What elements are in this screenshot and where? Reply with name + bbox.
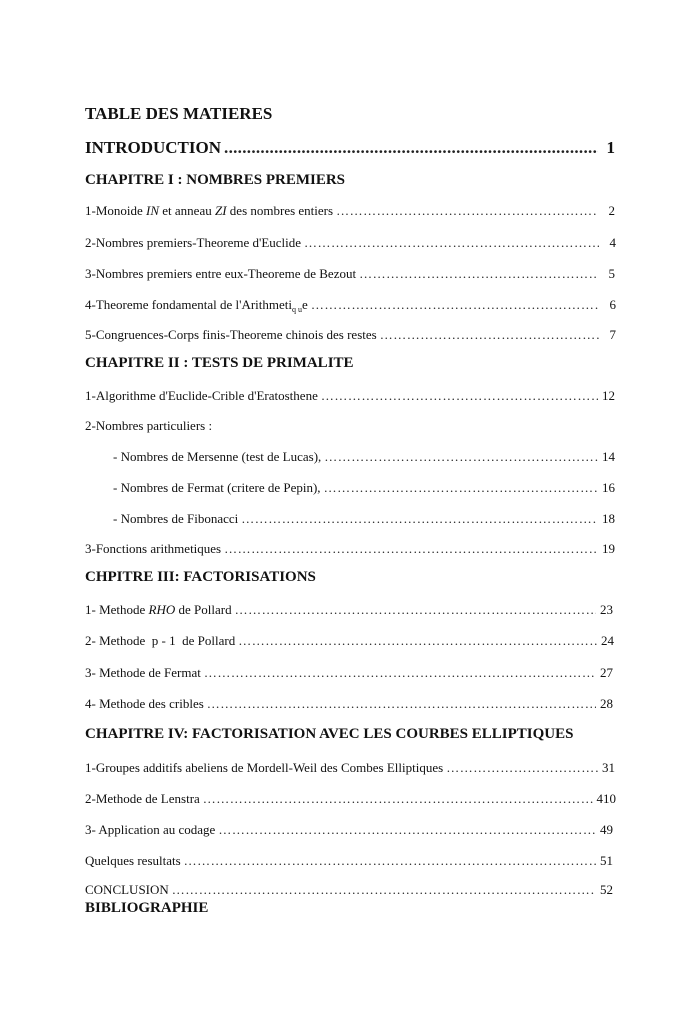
toc-page-number: 19 [602, 541, 615, 556]
dot-leader [204, 665, 596, 681]
dot-leader [184, 853, 596, 869]
toc-entry [85, 633, 614, 649]
toc-entry [85, 388, 615, 404]
toc-page-number: 7 [609, 327, 616, 342]
toc-entry [85, 791, 616, 807]
toc-entry-label: 1-Groupes additifs abeliens de Mordell-Weil des Combes Elliptiques [85, 760, 444, 775]
toc-entry-label: - Nombres de Mersenne (test de Lucas), [113, 449, 322, 464]
dot-leader [380, 327, 599, 343]
toc-entry [85, 541, 615, 557]
toc-entry [85, 327, 616, 343]
dot-leader [324, 449, 598, 465]
toc-entry-label: 2- Methode p - 1 de Pollard [85, 633, 236, 648]
dot-leader [224, 138, 598, 158]
toc-entry [113, 480, 615, 496]
toc-page-number: 14 [602, 449, 615, 464]
toc-entry-label: 2-Methode de Lenstra [85, 791, 200, 806]
toc-page-number: 27 [600, 665, 613, 680]
dot-leader [359, 266, 598, 282]
toc-page-number: 51 [600, 853, 613, 868]
toc-entry-label: INTRODUCTION [85, 138, 222, 157]
toc-entry [85, 665, 613, 681]
toc-page-number: 6 [609, 297, 616, 312]
toc-title: TABLE DES MATIERES [85, 104, 273, 123]
bibliography-heading: BIBLIOGRAPHIE [85, 900, 209, 916]
toc-entry-label: 4-Theoreme fondamental de l'Arithmeti$_{q u}$e [85, 297, 308, 314]
toc-entry [113, 511, 615, 527]
toc-entry-label: 1- Methode RHO de Pollard [85, 602, 232, 617]
toc-entry [85, 203, 615, 219]
dot-leader [446, 760, 598, 776]
dot-leader [238, 633, 597, 649]
toc-page-number: 31 [602, 760, 615, 775]
toc-entry [85, 602, 613, 618]
toc-page-number: 24 [601, 633, 614, 648]
toc-entry [85, 853, 613, 869]
dot-leader [241, 511, 598, 527]
dot-leader [321, 388, 598, 404]
toc-page-number: 28 [600, 696, 613, 711]
toc-entry-label: 1-Monoide IN et anneau ZI des nombres entiers [85, 203, 334, 218]
toc-page-number: 18 [602, 511, 615, 526]
toc-entry-label: 5-Congruences-Corps finis-Theoreme chinois des restes [85, 327, 377, 342]
toc-page-number: 12 [602, 388, 615, 403]
toc-entry [85, 235, 616, 251]
toc-entry-label: 3- Application au codage [85, 822, 216, 837]
toc-entry-label: - Nombres de Fermat (critere de Pepin), [113, 480, 321, 495]
dot-leader [235, 602, 596, 618]
toc-page-number: 52 [600, 882, 613, 897]
toc-page-number: 49 [600, 822, 613, 837]
toc-entry-label: 2-Nombres particuliers : [85, 418, 213, 433]
toc-entry [113, 449, 615, 465]
chapter-2-title: CHAPITRE II : TESTS DE PRIMALITE [85, 355, 354, 371]
toc-entry [85, 266, 615, 282]
toc-entry [85, 696, 613, 712]
dot-leader [203, 791, 594, 807]
toc-entry [85, 297, 616, 314]
toc-entry-label: 3- Methode de Fermat [85, 665, 201, 680]
dot-leader [336, 203, 598, 219]
toc-entry-label: 3-Nombres premiers entre eux-Theoreme de Bezout [85, 266, 357, 281]
toc-entry-label: 2-Nombres premiers-Theoreme d'Euclide [85, 235, 302, 250]
toc-page-number: 5 [608, 266, 615, 281]
toc-page-number: 1 [606, 138, 615, 157]
chapter-3-title: CHPITRE III: FACTORISATIONS [85, 569, 316, 585]
toc-page-number: 4 [609, 235, 616, 250]
chapter-1-title: CHAPITRE I : NOMBRES PREMIERS [85, 172, 346, 188]
toc-entry [85, 882, 613, 898]
toc-page-number: 2 [608, 203, 615, 218]
toc-entry-label: Quelques resultats [85, 853, 181, 868]
toc-entry [85, 760, 615, 776]
toc-page-number: 16 [602, 480, 615, 495]
dot-leader [324, 480, 598, 496]
toc-entry [85, 822, 613, 838]
dot-leader [224, 541, 598, 557]
dot-leader [218, 822, 596, 838]
toc-page-number: 23 [600, 602, 613, 617]
dot-leader [311, 297, 599, 313]
toc-entry-label: 1-Algorithme d'Euclide-Crible d'Eratosthene [85, 388, 318, 403]
toc-entry-label: CONCLUSION [85, 882, 169, 897]
dot-leader [304, 235, 599, 251]
dot-leader [172, 882, 596, 898]
toc-entry-label: - Nombres de Fibonacci [113, 511, 239, 526]
dot-leader [207, 696, 596, 712]
toc-entry-introduction [85, 138, 615, 158]
toc-page-number: 410 [596, 791, 616, 806]
toc-entry-label: 4- Methode des cribles [85, 696, 204, 711]
chapter-4-title: CHAPITRE IV: FACTORISATION AVEC LES COURBES ELLIPTIQUES [85, 726, 574, 742]
toc-entry-label: 3-Fonctions arithmetiques [85, 541, 222, 556]
